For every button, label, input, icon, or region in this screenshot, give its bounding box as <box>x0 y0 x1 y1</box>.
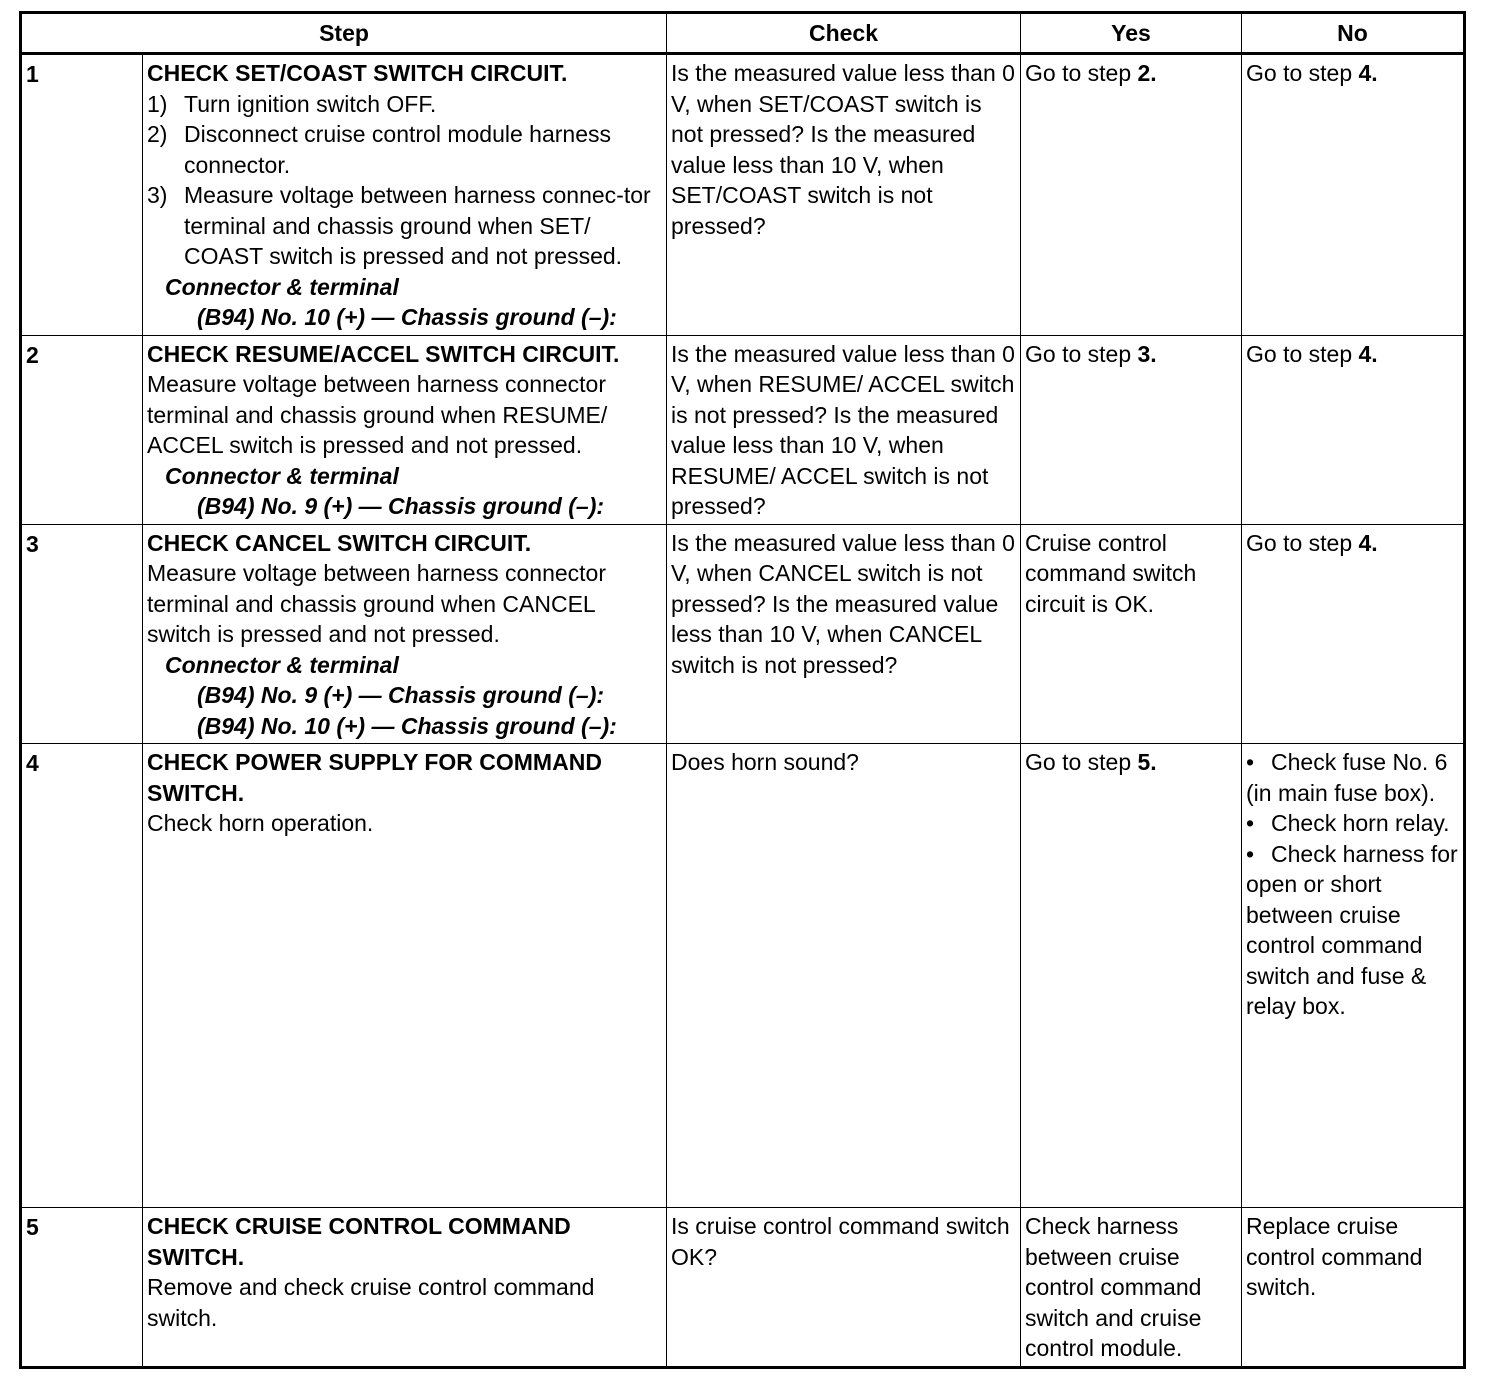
step-title: CHECK SET/COAST SWITCH CIRCUIT. <box>147 60 568 86</box>
substep-text: Measure voltage between harness connec-tor terminal and chassis ground when SET/ COAST switch is pressed and not pressed. <box>184 182 651 269</box>
bullet-icon: • <box>1246 749 1255 775</box>
table-row <box>21 524 1465 744</box>
no-cell <box>1242 54 1465 336</box>
diagnostic-table <box>19 11 1466 1369</box>
check-cell <box>667 54 1021 336</box>
step-number-cell <box>21 54 143 336</box>
check-text: Is cruise control command switch OK? <box>671 1213 1010 1270</box>
yes-cell <box>1021 744 1242 1208</box>
yes-text: Check harness between cruise control command switch and cruise control module. <box>1025 1213 1202 1361</box>
header-row <box>21 13 1465 54</box>
step-number: 4 <box>26 750 39 776</box>
table-row <box>21 335 1465 524</box>
substep-label: 3) <box>147 182 168 208</box>
bullet-item <box>1246 747 1459 808</box>
substep-label: 1) <box>147 90 168 117</box>
step-body: Measure voltage between harness connector terminal and chassis ground when CANCEL switch is pressed and not pressed. <box>147 560 607 647</box>
yes-step-ref: 3. <box>1137 340 1157 367</box>
no-prefix: Go to step <box>1246 340 1359 367</box>
step-title: CHECK CRUISE CONTROL COMMAND SWITCH. <box>147 1213 571 1270</box>
connector-value: (B94) No. 9 (+) — Chassis ground (–): <box>197 682 605 708</box>
step-cell <box>143 744 667 1208</box>
check-cell <box>667 335 1021 524</box>
no-cell <box>1242 1208 1465 1368</box>
step-number-cell <box>21 1208 143 1368</box>
step-body: Check horn operation. <box>147 810 374 836</box>
substep <box>147 180 662 272</box>
no-text: Replace cruise control command switch. <box>1246 1213 1423 1300</box>
yes-prefix: Go to step <box>1025 340 1138 367</box>
step-number: 5 <box>26 1214 39 1240</box>
header-check: Check <box>667 13 1021 54</box>
substep-list <box>147 89 662 272</box>
bullet-text: Check horn relay. <box>1271 810 1450 836</box>
check-text: Is the measured value less than 0 V, when SET/COAST switch is not pressed? Is the measured value less than 10 V, when SET/COAST switch is not pressed? <box>671 60 1015 239</box>
header-step: Step <box>21 13 667 54</box>
bullet-icon: • <box>1246 840 1255 867</box>
step-body: Measure voltage between harness connector terminal and chassis ground when RESUME/ ACCEL switch is pressed and not pressed. <box>147 371 608 458</box>
step-number-cell <box>21 335 143 524</box>
no-prefix: Go to step <box>1246 60 1359 86</box>
check-cell <box>667 1208 1021 1368</box>
table-row <box>21 54 1465 336</box>
yes-step-ref: 2. <box>1137 60 1157 86</box>
connector-heading: Connector & terminal <box>165 651 399 678</box>
yes-prefix: Go to step <box>1025 749 1138 775</box>
step-number: 3 <box>26 530 39 557</box>
step-cell <box>143 1208 667 1368</box>
yes-prefix: Go to step <box>1025 60 1138 86</box>
check-text: Is the measured value less than 0 V, when CANCEL switch is not pressed? Is the measured value less than 10 V, when CANCEL switch is not pressed? <box>671 529 1015 678</box>
check-cell <box>667 744 1021 1208</box>
yes-step-ref: 5. <box>1137 749 1157 775</box>
header-yes: Yes <box>1021 13 1242 54</box>
connector-heading: Connector & terminal <box>165 462 399 489</box>
connector-heading: Connector & terminal <box>165 273 399 300</box>
step-body: Remove and check cruise control command switch. <box>147 1274 595 1331</box>
bullet-item <box>1246 839 1459 1022</box>
connector-value: (B94) No. 10 (+) — Chassis ground (–): <box>197 712 617 739</box>
step-cell <box>143 524 667 744</box>
no-cell <box>1242 335 1465 524</box>
substep-text: Turn ignition switch OFF. <box>184 90 437 117</box>
no-step-ref: 4. <box>1358 340 1378 367</box>
step-cell <box>143 54 667 336</box>
check-cell <box>667 524 1021 744</box>
step-title: CHECK RESUME/ACCEL SWITCH CIRCUIT. <box>147 340 620 367</box>
substep <box>147 119 662 180</box>
bullet-icon: • <box>1246 810 1255 836</box>
check-text: Does horn sound? <box>671 749 859 775</box>
table-row <box>21 1208 1465 1368</box>
substep <box>147 89 662 120</box>
no-step-ref: 4. <box>1358 529 1378 556</box>
step-cell <box>143 335 667 524</box>
no-bullet-list <box>1246 747 1459 1022</box>
connector-value: (B94) No. 9 (+) — Chassis ground (–): <box>197 493 605 519</box>
no-cell <box>1242 744 1465 1208</box>
bullet-text: Check harness for open or short between cruise control command switch and fuse & relay box. <box>1246 840 1458 1019</box>
check-text: Is the measured value less than 0 V, when RESUME/ ACCEL switch is not pressed? Is the measured value less than 10 V, when RESUME/ ACCEL switch is not pressed? <box>671 340 1015 519</box>
substep-label: 2) <box>147 121 168 147</box>
table-row <box>21 744 1465 1208</box>
step-number-cell <box>21 524 143 744</box>
header-no: No <box>1242 13 1465 54</box>
yes-cell <box>1021 1208 1242 1368</box>
step-number: 1 <box>26 61 39 87</box>
bullet-text: Check fuse No. 6 (in main fuse box). <box>1246 749 1448 806</box>
no-prefix: Go to step <box>1246 529 1359 556</box>
yes-cell <box>1021 54 1242 336</box>
step-number: 2 <box>26 341 39 368</box>
yes-cell <box>1021 335 1242 524</box>
step-title: CHECK POWER SUPPLY FOR COMMAND SWITCH. <box>147 749 602 806</box>
step-number-cell <box>21 744 143 1208</box>
yes-cell <box>1021 524 1242 744</box>
substep-text: Disconnect cruise control module harness connector. <box>184 121 611 178</box>
step-title: CHECK CANCEL SWITCH CIRCUIT. <box>147 529 532 556</box>
no-step-ref: 4. <box>1358 60 1378 86</box>
yes-text: Cruise control command switch circuit is OK. <box>1025 529 1197 617</box>
no-cell <box>1242 524 1465 744</box>
connector-value: (B94) No. 10 (+) — Chassis ground (–): <box>197 304 617 330</box>
bullet-item <box>1246 808 1459 839</box>
